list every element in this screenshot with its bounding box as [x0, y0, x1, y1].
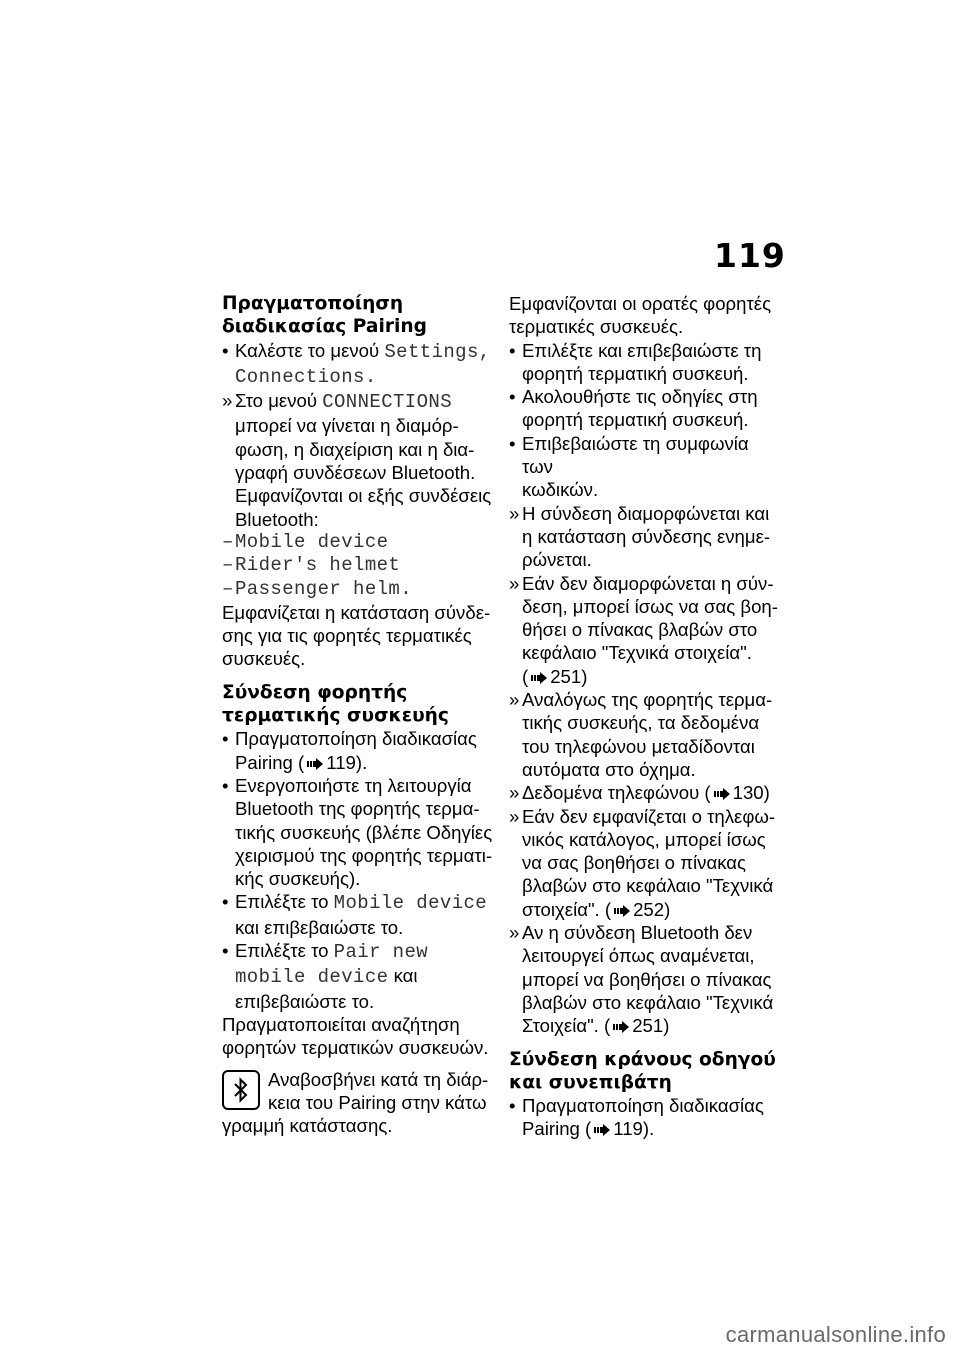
text-line: Εμφανίζεται η κατάσταση σύνδε- — [222, 601, 491, 623]
result-phone-data — [509, 781, 781, 804]
page-reference-arrow-icon — [614, 905, 630, 917]
text-line: επιβεβαιώστε το. — [235, 990, 375, 1012]
bullet-select-pair — [222, 939, 494, 1013]
text-line: » Αναλόγως της φορητής τερμα- — [522, 689, 773, 711]
menu-settings: Settings, — [384, 340, 491, 363]
text-line: βλαβών στο κεφάλαιο "Τεχνικά — [522, 991, 774, 1013]
heading-line: Σύνδεση φορητής — [222, 681, 408, 703]
bullet-confirm-codes — [509, 432, 781, 502]
paragraph-visible-devices — [509, 292, 781, 339]
text-line: Bluetooth: — [235, 508, 319, 530]
dash-item: – Mobile device — [222, 531, 494, 554]
menu-mobile-device: Mobile device — [333, 892, 488, 915]
page-reference: 252) — [633, 898, 671, 920]
heading-connect-helmet — [509, 1048, 781, 1095]
page-reference: 251) — [632, 1015, 670, 1037]
text-line: • Πραγματοποίηση διαδικασίας — [235, 728, 477, 750]
result-no-connection — [509, 572, 781, 688]
text: Επιλέξτε το — [235, 891, 329, 913]
bullet-pairing — [222, 727, 494, 774]
text-line: φορητή τερματική συσκευή. — [522, 409, 749, 431]
text-line: κωδικών. — [522, 479, 599, 501]
page-reference-arrow-icon — [613, 1021, 629, 1033]
heading-line: τερματικής συσκευής — [222, 705, 449, 727]
text-line: κής συσκευής). — [235, 868, 361, 890]
text-line: η κατάσταση σύνδεσης ενημε- — [522, 525, 771, 547]
text-line: » Η σύνδεση διαμορφώνεται και — [522, 502, 770, 524]
text-line: μπορεί να γίνεται η διαμόρ- — [235, 415, 459, 437]
text-line: κεια του Pairing στην κάτω — [268, 1091, 487, 1113]
text-line: τικής συσκευής, τα δεδομένα — [522, 712, 760, 734]
text: Δεδομένα τηλεφώνου ( — [522, 782, 711, 804]
text: Pairing ( — [522, 1118, 592, 1140]
heading-pairing — [222, 292, 494, 339]
text-line: του τηλεφώνου μεταδίδονται — [522, 735, 755, 757]
paragraph-search — [222, 1013, 494, 1060]
text: Επιλέξτε το — [235, 940, 329, 962]
result-no-phonebook — [509, 805, 781, 921]
dash-item: – Rider's helmet — [222, 554, 494, 577]
text-line: αυτόματα στο όχημα. — [522, 758, 696, 780]
heading-line: και συνεπιβάτη — [509, 1071, 672, 1093]
bullet-follow-instructions — [509, 385, 781, 432]
text-line: φορητών τερματικών συσκευών. — [222, 1037, 489, 1059]
text-line: Πραγματοποιείται αναζήτηση — [222, 1013, 460, 1035]
text-line: και επιβεβαιώστε το. — [235, 916, 404, 938]
heading-connect-device — [222, 681, 494, 728]
text-line: κεφάλαιο "Τεχνικά στοιχεία". — [522, 642, 752, 664]
text-line: νικός κατάλογος, μπορεί ίσως — [522, 828, 766, 850]
text-line: • Επιλέξτε και επιβεβαιώστε τη — [522, 339, 762, 361]
text-line: θήσει ο πίνακας βλαβών στο — [522, 619, 758, 641]
menu-connections: Connections. — [235, 365, 377, 388]
dash-item: – Passenger helm. — [222, 578, 494, 601]
page-reference: 119). — [613, 1118, 655, 1140]
text-line: • Ενεργοποιήστε τη λειτουργία — [235, 774, 472, 796]
text-line: • Πραγματοποίηση διαδικασίας — [522, 1095, 764, 1117]
text-line: Εμφανίζονται οι εξής συνδέσεις — [235, 485, 492, 507]
text-line: » Εάν δεν διαμορφώνεται η σύν- — [522, 572, 774, 594]
result-data-transfer — [509, 688, 781, 781]
text-line: γραφή συνδέσεων Bluetooth. — [235, 462, 476, 484]
text-line: φωση, η διαχείριση και η δια- — [235, 438, 475, 460]
page-reference: 130) — [732, 782, 770, 804]
text-line: τικής συσκευής (βλέπε Οδηγίες — [235, 821, 493, 843]
text-line: βλαβών στο κεφάλαιο "Τεχνικά — [522, 875, 774, 897]
text-line: ρώνεται. — [522, 549, 592, 571]
text-line: Εμφανίζονται οι ορατές φορητές — [509, 293, 772, 314]
heading-line: Πραγματοποίηση — [222, 293, 404, 314]
bullet-select-device — [509, 339, 781, 386]
text-line: γραμμή κατάστασης. — [222, 1115, 393, 1137]
page-reference: 251) — [550, 665, 588, 687]
text-line: Αναβοσβήνει κατά τη διάρ- — [268, 1068, 489, 1090]
heading-line: διαδικασίας Pairing — [222, 316, 427, 338]
result-menu — [222, 389, 494, 531]
bluetooth-note — [222, 1068, 494, 1138]
page-reference: 119). — [326, 751, 368, 773]
text: στοιχεία". ( — [522, 898, 612, 920]
result-bluetooth-issue — [509, 921, 781, 1037]
paragraph-status — [222, 601, 494, 671]
menu-connections-upper: CONNECTIONS — [322, 391, 453, 414]
heading-line: Σύνδεση κράνους οδηγού — [509, 1048, 776, 1070]
text-line: » Αν η σύνδεση Bluetooth δεν — [522, 922, 753, 944]
text-line: μπορεί να βοηθήσει ο πίνακας — [522, 968, 772, 990]
page-reference-arrow-icon — [594, 1124, 610, 1136]
text-line: χειρισμού της φορητής τερματι- — [235, 844, 493, 866]
right-column — [509, 292, 781, 1141]
bullet-call-menu — [222, 339, 494, 390]
text-line: δεση, μπορεί ίσως να σας βοη- — [522, 595, 778, 617]
text-line: » Εάν δεν εμφανίζεται ο τηλεφω- — [522, 805, 776, 827]
text-line: • Ακολουθήστε τις οδηγίες στη — [522, 386, 758, 408]
text-line: φορητή τερματική συσκευή. — [522, 362, 749, 384]
page-reference-arrow-icon — [307, 758, 323, 770]
text: Στο μενού — [235, 390, 318, 412]
result-connection — [509, 502, 781, 572]
text-line: σης για τις φορητές τερματικές — [222, 625, 472, 647]
menu-mobile-device: mobile device — [235, 966, 389, 989]
text-line: • Επιβεβαιώστε τη συμφωνία των — [522, 432, 749, 478]
text-line: λειτουργεί όπως αναμένεται, — [522, 945, 755, 967]
bluetooth-symbol-icon — [232, 1076, 250, 1104]
text-line: τερματικές συσκευές. — [509, 316, 684, 338]
left-column — [222, 292, 494, 1137]
bullet-select-mobile — [222, 890, 494, 939]
text: ( — [522, 665, 529, 687]
text: Καλέστε το μενού — [235, 339, 380, 361]
watermark: carmanualsonline.info — [725, 1322, 946, 1347]
bullet-activate-bluetooth — [222, 774, 494, 890]
text: Pairing ( — [235, 751, 305, 773]
text-line: Bluetooth της φορητής τερμα- — [235, 798, 480, 820]
text: και — [393, 965, 418, 987]
bluetooth-icon — [222, 1070, 260, 1110]
page-reference-arrow-icon — [531, 672, 547, 684]
text: Στοιχεία". ( — [522, 1015, 611, 1037]
page-number: 119 — [714, 236, 786, 275]
page-reference-arrow-icon — [714, 788, 730, 800]
text-line: συσκευές. — [222, 648, 306, 670]
bullet-pairing-helmet — [509, 1094, 781, 1141]
menu-pair-new: Pair new — [333, 941, 429, 964]
text-line: να σας βοηθήσει ο πίνακας — [522, 852, 746, 874]
